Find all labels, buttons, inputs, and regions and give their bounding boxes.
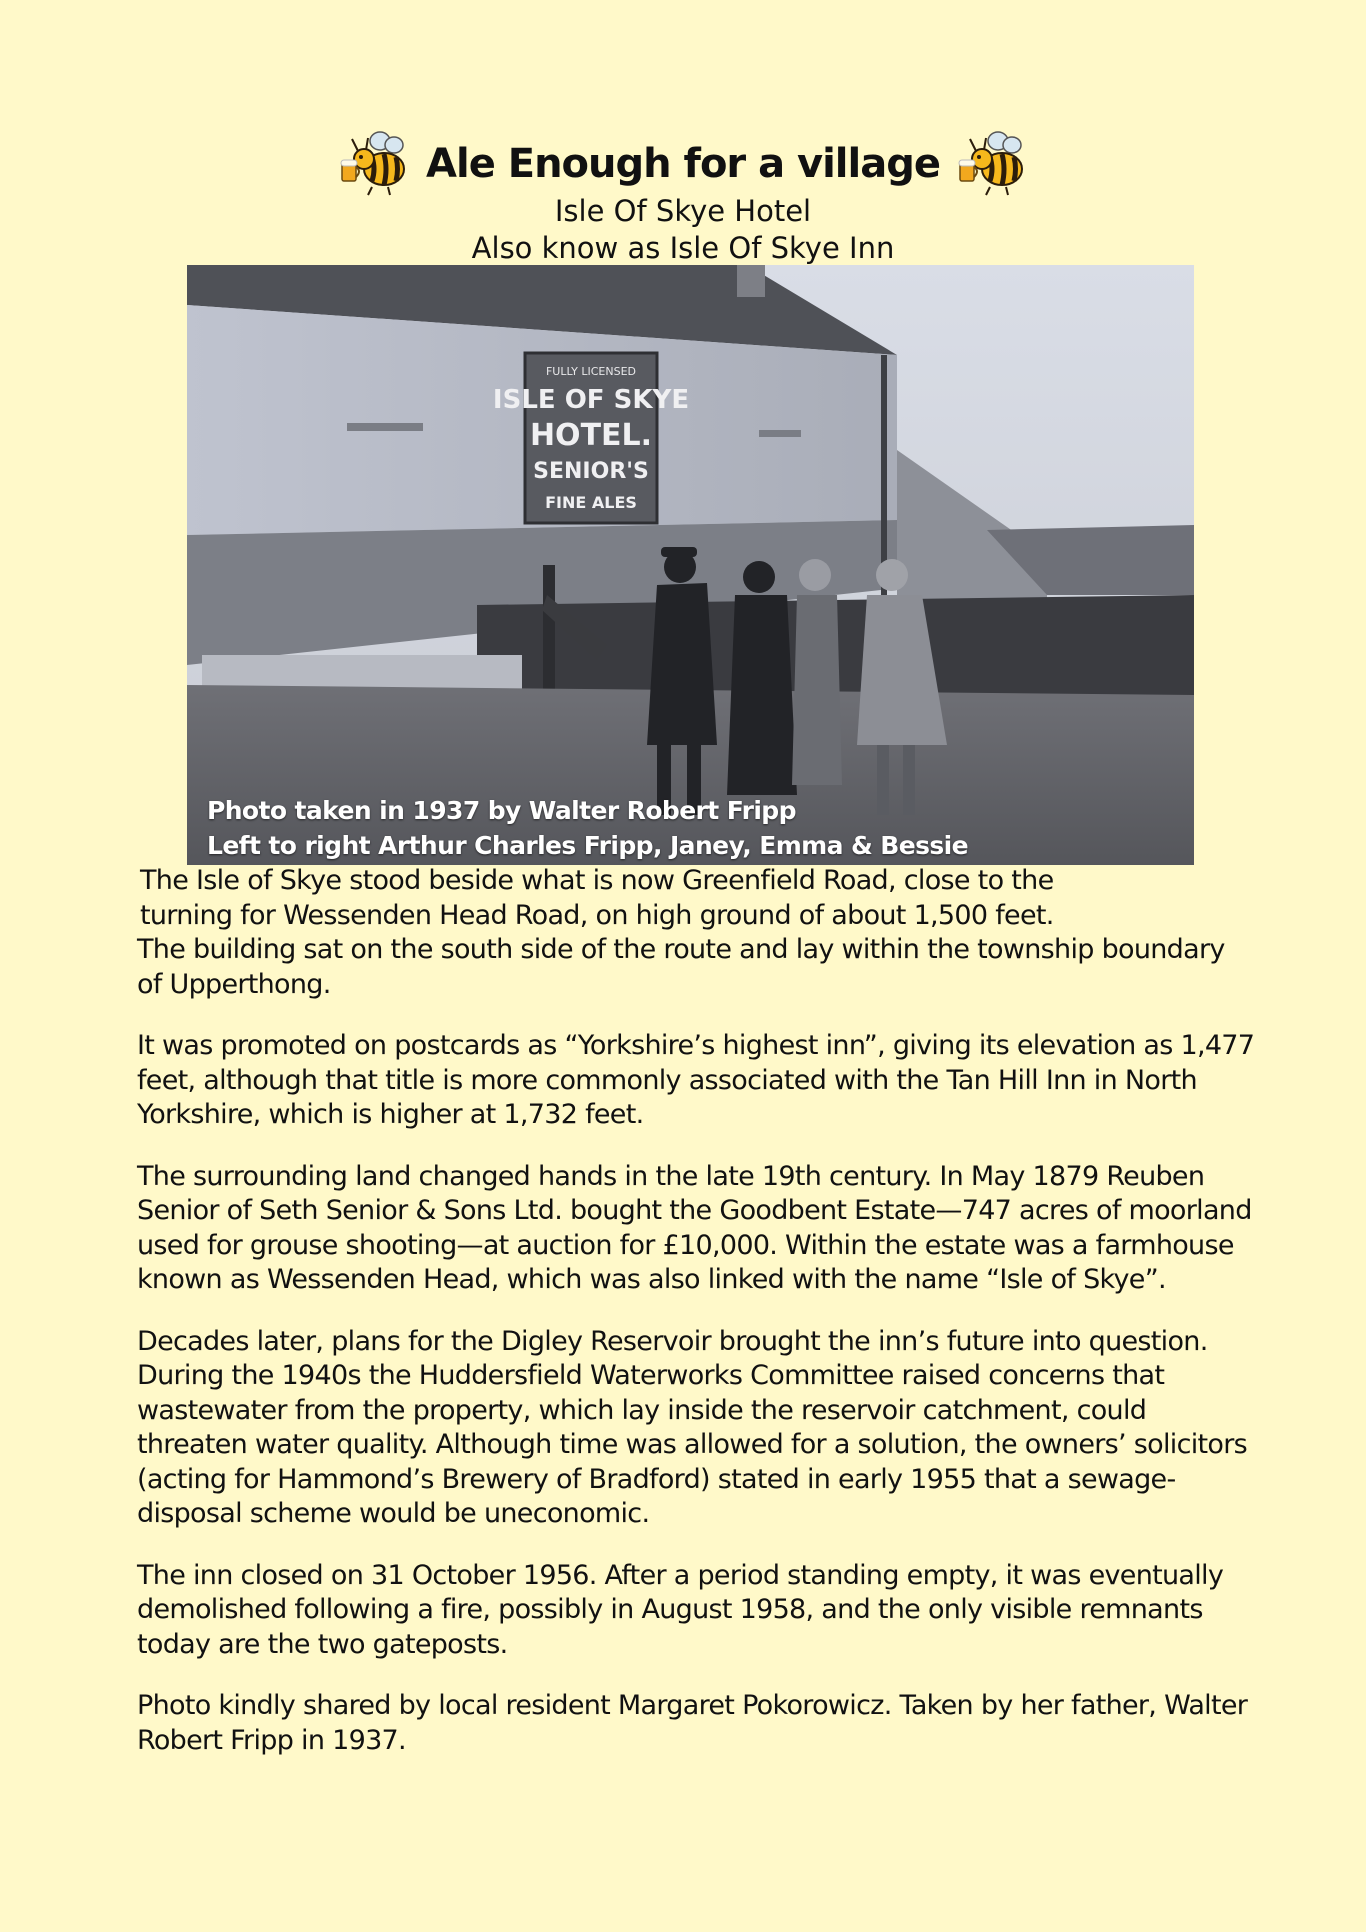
paragraph-photo-credit: Photo kindly shared by local resident Margaret Pokorowicz. Taken by her father, Walter Robert Fripp in 1937. bbox=[137, 1690, 1248, 1756]
photo-caption-line-1: Photo taken in 1937 by Walter Robert Fripp bbox=[207, 796, 796, 825]
article-body bbox=[137, 864, 1257, 1785]
sign-line-2: ISLE OF SKYE bbox=[492, 385, 690, 415]
title-row bbox=[0, 135, 1366, 193]
paragraph-location-line-1: The Isle of Skye stood beside what is now Greenfield Road, close to the bbox=[140, 865, 1054, 896]
paragraph-reservoir: Decades later, plans for the Digley Reservoir brought the inn’s future into question. During the 1940s the Huddersfield Waterworks Committee raised concerns that wastewater from the property, which lay inside the reservoir catchment, could threaten water quality. Although time was allowed for a solution, the owners’ solicitors (acting for Hammond’s Brewery of Bradford) stated in early 1955 that a sewage-disposal scheme would be uneconomic. bbox=[137, 1325, 1247, 1529]
paragraph-land-history: The surrounding land changed hands in the late 19th century. In May 1879 Reuben Senior of Seth Senior & Sons Ltd. bought the Goodbent Estate—747 acres of moorland used for grouse shooting—at auction for £10,000. Within the estate was a farmhouse known as Wessenden Head, which was also linked with the name “Isle of Skye”. bbox=[137, 1160, 1252, 1295]
sign-line-4: SENIOR'S bbox=[533, 459, 649, 484]
paragraph-highest-inn: It was promoted on postcards as “Yorkshire’s highest inn”, giving its elevation as 1,477 feet, although that title is more commonly associated with the Tan Hill Inn in North Yorkshire, which is higher at 1,732 feet. bbox=[137, 1030, 1255, 1130]
historic-photo bbox=[187, 265, 1194, 865]
page-header bbox=[0, 135, 1366, 267]
paragraph-location-line-2: turning for Wessenden Head Road, on high ground of about 1,500 feet. bbox=[140, 899, 1054, 931]
subtitle-hotel-name: Isle Of Skye Hotel bbox=[554, 194, 812, 228]
page-title: Ale Enough for a village bbox=[426, 141, 940, 187]
bee-with-beer-icon bbox=[336, 129, 412, 199]
paragraph-location-line-3: The building sat on the south side of the route and lay within the township boundary of Upperthong. bbox=[137, 934, 1225, 1000]
sign-line-3: HOTEL. bbox=[529, 418, 653, 453]
photo-caption bbox=[207, 793, 968, 863]
subtitle-alt-name: Also know as Isle Of Skye Inn bbox=[471, 231, 895, 265]
bee-with-beer-icon bbox=[954, 129, 1030, 199]
sign-line-5: FINE ALES bbox=[545, 493, 637, 512]
paragraph-location bbox=[137, 864, 1257, 1002]
paragraph-closure: The inn closed on 31 October 1956. After a period standing empty, it was eventually demolished following a fire, possibly in August 1958, and the only visible remnants today are the two gateposts. bbox=[137, 1559, 1224, 1660]
sign-line-1: FULLY LICENSED bbox=[545, 365, 637, 378]
photo-caption-line-2: Left to right Arthur Charles Fripp, Janey, Emma & Bessie bbox=[207, 831, 969, 860]
